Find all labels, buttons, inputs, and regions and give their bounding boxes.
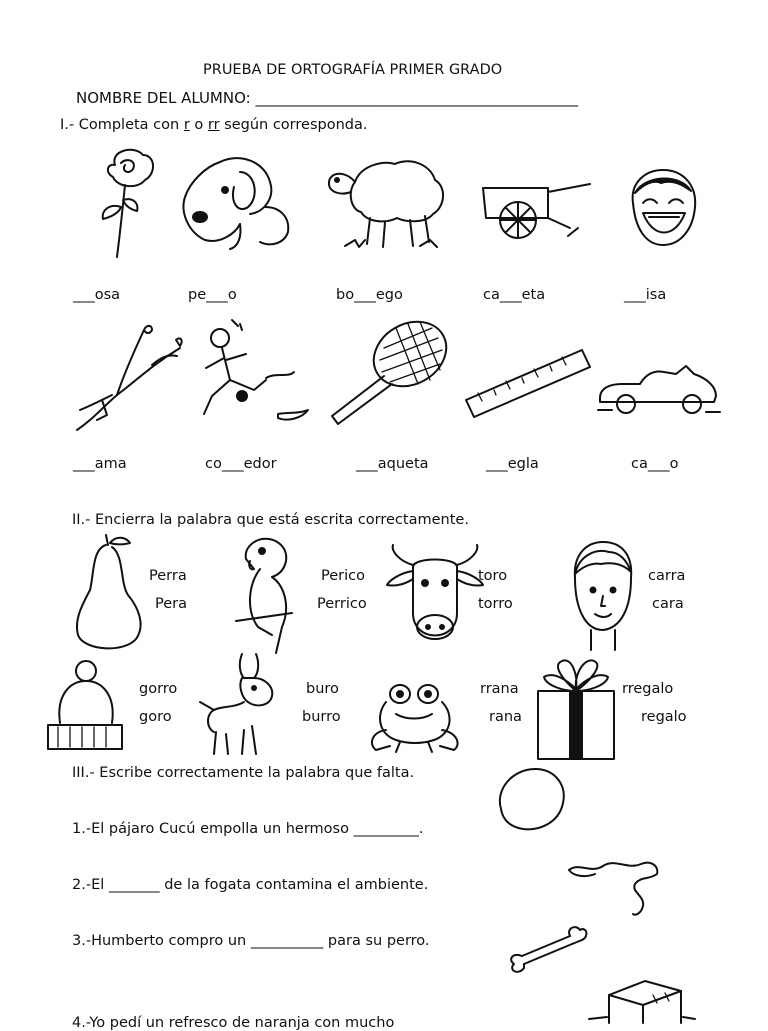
choice-word[interactable]: regalo bbox=[641, 709, 687, 725]
car-icon bbox=[596, 360, 721, 420]
word-blank: ___isa bbox=[624, 287, 667, 303]
dog-icon bbox=[180, 152, 295, 252]
choice-word[interactable]: rregalo bbox=[622, 681, 674, 697]
sheep-icon bbox=[325, 152, 450, 252]
student-name-label: NOMBRE DEL ALUMNO: bbox=[76, 89, 251, 107]
choice-word[interactable]: buro bbox=[306, 681, 339, 697]
knit-hat-icon bbox=[44, 657, 126, 752]
word-blank: co___edor bbox=[205, 456, 277, 472]
word-blank: pe___o bbox=[188, 287, 237, 303]
option-r: r bbox=[183, 117, 190, 133]
pear-icon bbox=[72, 535, 147, 655]
bull-icon bbox=[385, 543, 485, 655]
smoke-icon bbox=[565, 856, 665, 918]
tennis-racket-icon bbox=[322, 318, 454, 428]
sentence-2: 2.-El _______ de la fogata contamina el ambiente. bbox=[72, 877, 429, 893]
face-icon bbox=[565, 538, 640, 653]
word-blank: ___ama bbox=[73, 456, 127, 472]
word-blank: ___aqueta bbox=[356, 456, 429, 472]
ice-cube-icon bbox=[585, 973, 697, 1024]
choice-word[interactable]: gorro bbox=[139, 681, 178, 697]
page-title: PRUEBA DE ORTOGRAFÍA PRIMER GRADO bbox=[203, 62, 503, 78]
egg-icon bbox=[493, 765, 569, 833]
section-1-instruction: I.- Completa con r o rr según corresponda. bbox=[60, 117, 368, 133]
gift-icon bbox=[532, 655, 620, 763]
choice-word[interactable]: rana bbox=[489, 709, 522, 725]
branch-icon bbox=[72, 320, 187, 435]
word-blank: ca___o bbox=[631, 456, 679, 472]
word-blank: ___egla bbox=[486, 456, 539, 472]
parrot-icon bbox=[232, 535, 302, 655]
ruler-icon bbox=[462, 345, 592, 420]
rose-icon bbox=[95, 145, 165, 260]
word-blank: bo___ego bbox=[336, 287, 403, 303]
cart-icon bbox=[478, 178, 593, 243]
choice-word[interactable]: toro bbox=[478, 568, 508, 584]
choice-word[interactable]: carra bbox=[648, 568, 686, 584]
runner-icon bbox=[198, 318, 313, 433]
choice-word[interactable]: torro bbox=[478, 596, 513, 612]
frog-icon bbox=[366, 680, 464, 755]
bone-icon bbox=[506, 922, 590, 977]
choice-word[interactable]: Perrico bbox=[317, 596, 367, 612]
choice-word[interactable]: goro bbox=[139, 709, 172, 725]
laughing-face-icon bbox=[625, 165, 700, 250]
choice-word[interactable]: Perra bbox=[149, 568, 187, 584]
choice-word[interactable]: rrana bbox=[480, 681, 519, 697]
section-3-instruction: III.- Escribe correctamente la palabra que falta. bbox=[72, 765, 415, 781]
word-blank: ca___eta bbox=[483, 287, 546, 303]
choice-word[interactable]: Pera bbox=[155, 596, 187, 612]
student-name-line bbox=[76, 89, 578, 107]
sentence-3: 3.-Humberto compro un __________ para su perro. bbox=[72, 933, 430, 949]
sentence-1: 1.-El pájaro Cucú empolla un hermoso _________. bbox=[72, 821, 424, 837]
choice-word[interactable]: cara bbox=[652, 596, 684, 612]
student-name-blank: ___________________________________________ bbox=[255, 89, 578, 107]
word-blank: ___osa bbox=[73, 287, 121, 303]
section-2-instruction: II.- Encierra la palabra que está escrita correctamente. bbox=[72, 512, 469, 528]
donkey-icon bbox=[198, 650, 278, 758]
choice-word[interactable]: Perico bbox=[321, 568, 365, 584]
sentence-4: 4.-Yo pedí un refresco de naranja con mucho bbox=[72, 1015, 395, 1031]
choice-word[interactable]: burro bbox=[302, 709, 341, 725]
option-rr: rr bbox=[207, 117, 220, 133]
